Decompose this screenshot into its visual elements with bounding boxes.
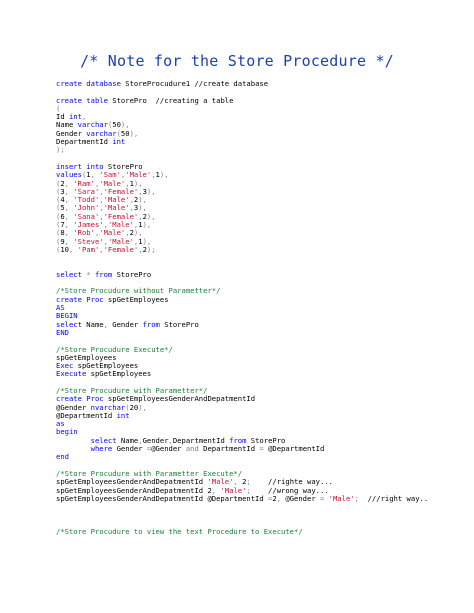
- blank-line: [56, 254, 464, 262]
- code-token: 'Male': [107, 236, 134, 246]
- code-token: ),: [142, 220, 152, 230]
- code-token: ,: [64, 203, 74, 213]
- code-token: 1: [129, 178, 134, 188]
- code-token: ,: [64, 220, 74, 230]
- code-token: /*Store Procudure Execute*/: [56, 344, 173, 354]
- code-token: 'Male': [103, 203, 130, 213]
- code-token: 1: [155, 170, 160, 180]
- code-token: (: [116, 128, 121, 138]
- code-token: ,: [211, 485, 217, 495]
- code-line: [56, 370, 464, 378]
- code-token: select: [90, 435, 117, 445]
- code-token: ,: [138, 211, 143, 221]
- code-token: (: [56, 195, 61, 205]
- code-line: [56, 420, 464, 428]
- code-token: Id: [56, 112, 69, 122]
- code-token: from: [94, 269, 113, 279]
- code-token: ,: [103, 319, 108, 329]
- code-token: spGetEmployees: [103, 294, 169, 304]
- code-token: 'Female': [103, 211, 139, 221]
- code-token: 'James': [73, 220, 104, 230]
- code-line: [56, 271, 464, 279]
- code-token: DepartmentId: [198, 444, 260, 454]
- code-token: /*Store Procudure without Parametter*/: [56, 286, 221, 296]
- code-token: ),: [142, 236, 152, 246]
- code-token: ),: [120, 120, 130, 130]
- code-token: ,: [99, 195, 104, 205]
- code-token: from: [142, 319, 160, 329]
- code-token: BEGIN: [56, 311, 78, 321]
- code-token: int: [68, 112, 82, 122]
- code-token: ;: [246, 485, 251, 495]
- blank-line: [56, 511, 464, 519]
- code-token: ,: [138, 435, 143, 445]
- code-token: (: [56, 244, 61, 254]
- code-token: ,: [99, 186, 104, 196]
- code-token: 'Female': [103, 244, 139, 254]
- code-token: 'Male': [107, 220, 134, 230]
- code-token: ,: [94, 178, 100, 188]
- code-line: [56, 304, 464, 312]
- code-token: StorePro: [112, 269, 152, 279]
- code-token: spGetEmployees: [86, 369, 152, 379]
- code-token: 10: [60, 244, 69, 254]
- code-token: 'Male': [328, 493, 355, 503]
- code-token: create table: [56, 95, 108, 105]
- code-token: 50: [112, 120, 121, 130]
- code-token: ),: [146, 186, 156, 196]
- code-token: ,: [64, 186, 74, 196]
- code-token: ),: [138, 402, 147, 412]
- code-line: [56, 453, 464, 461]
- code-token: ,: [138, 186, 143, 196]
- code-token: @DepartmentId: [263, 444, 325, 454]
- code-token: where: [90, 444, 113, 454]
- code-token: ,: [168, 435, 173, 445]
- code-token: (: [56, 211, 61, 221]
- code-token: ,: [138, 244, 143, 254]
- code-token: ,: [99, 211, 104, 221]
- code-token: StorePro: [246, 435, 286, 445]
- code-token: );: [146, 244, 156, 254]
- code-token: ;: [246, 477, 251, 487]
- code-token: );: [56, 145, 65, 155]
- code-token: ),: [138, 203, 147, 213]
- code-line: [56, 296, 464, 304]
- code-token: /*Store Procudure to view the text Procedure to Execute*/: [56, 527, 303, 537]
- code-token: Exec: [56, 361, 74, 371]
- code-token: from: [229, 435, 247, 445]
- code-token: spGetEmployeesGenderAndDepatmentId: [103, 394, 256, 404]
- code-token: 'Pam': [77, 244, 100, 254]
- code-token: (: [56, 178, 61, 188]
- code-token: 'Male': [99, 178, 126, 188]
- code-token: spGetEmployeesGenderAndDepatmentId: [56, 477, 208, 487]
- code-line: [56, 346, 464, 354]
- code-token: StorePro: [159, 319, 199, 329]
- code-token: ),: [138, 195, 147, 205]
- code-token: DepartmentId: [56, 137, 113, 147]
- code-token: 'Todd': [73, 195, 100, 205]
- code-token: 2: [60, 178, 65, 188]
- code-token: 2: [142, 211, 147, 221]
- code-token: (: [56, 186, 61, 196]
- code-token: ,: [125, 228, 130, 238]
- code-token: 'Male': [207, 477, 234, 487]
- code-line: [56, 146, 464, 154]
- code-token: 4: [60, 195, 65, 205]
- code-token: 1: [138, 220, 143, 230]
- code-token: select: [56, 319, 82, 329]
- code-token: end: [56, 452, 69, 462]
- code-token: ,: [129, 203, 134, 213]
- code-token: as: [56, 419, 65, 429]
- sql-code-block: [56, 80, 464, 536]
- code-token: ,: [64, 211, 74, 221]
- code-token: insert into: [56, 161, 104, 171]
- code-token: select: [56, 269, 82, 279]
- code-token: begin: [56, 427, 78, 437]
- code-token: 5: [60, 203, 65, 213]
- page-title: /* Note for the Store Procedure */: [80, 52, 394, 70]
- code-token: Name: [116, 435, 139, 445]
- code-token: 2: [237, 477, 247, 487]
- code-token: 3: [60, 186, 65, 196]
- code-token: 'John': [73, 203, 100, 213]
- code-token: 1: [138, 236, 143, 246]
- code-token: =: [259, 444, 264, 454]
- code-token: (: [107, 120, 113, 130]
- code-token: 2: [133, 195, 139, 205]
- code-token: ,: [94, 228, 100, 238]
- code-token: ,: [120, 170, 126, 180]
- code-token: 3: [133, 203, 139, 213]
- code-line: [56, 412, 464, 420]
- code-token: Name: [81, 319, 104, 329]
- code-token: //righte way...: [250, 477, 333, 487]
- code-token: Gender: [107, 319, 143, 329]
- code-token: ,: [90, 170, 100, 180]
- code-token: spGetEmployeesGenderAndDepatmentId 2: [56, 485, 212, 495]
- code-token: create Proc: [56, 294, 104, 304]
- code-token: 2: [142, 244, 147, 254]
- code-token: create database: [56, 79, 121, 88]
- code-token: END: [56, 327, 69, 337]
- code-token: ,: [125, 178, 130, 188]
- code-token: ,: [133, 220, 139, 230]
- code-token: ,: [151, 170, 156, 180]
- code-token: varchar: [86, 128, 117, 138]
- code-token: Gender: [142, 435, 169, 445]
- code-token: 1: [86, 170, 91, 180]
- code-token: and: [185, 444, 199, 454]
- code-token: ,: [129, 195, 134, 205]
- code-token: 8: [60, 228, 65, 238]
- code-token: ,: [64, 178, 74, 188]
- code-token: StoreProcudure1 //create database: [120, 79, 269, 88]
- code-line: [56, 321, 464, 329]
- code-token: *: [81, 269, 95, 279]
- code-token: =: [146, 444, 152, 454]
- code-line: [56, 528, 464, 536]
- code-token: create Proc: [56, 394, 104, 404]
- code-token: =: [268, 493, 273, 503]
- code-token: 'Sana': [73, 211, 100, 221]
- code-token: 3: [142, 186, 147, 196]
- code-token: 'Male': [220, 485, 247, 495]
- code-token: 'Sara': [73, 186, 100, 196]
- code-token: AS: [56, 303, 65, 313]
- code-token: ,: [64, 195, 74, 205]
- code-line: [56, 138, 464, 146]
- code-token: ,: [64, 228, 74, 238]
- code-token: int: [112, 137, 126, 147]
- code-token: 6: [60, 211, 65, 221]
- code-token: ,: [103, 236, 108, 246]
- code-token: nvarchar: [90, 402, 126, 412]
- code-line: [56, 246, 464, 254]
- code-token: 'Ram': [73, 178, 95, 188]
- code-token: @Gender: [151, 444, 186, 454]
- code-token: int: [116, 410, 130, 420]
- code-token: Execute: [56, 369, 87, 379]
- code-line: [56, 329, 464, 337]
- code-token: (: [81, 170, 87, 180]
- blank-line: [56, 503, 464, 511]
- code-token: (: [56, 236, 61, 246]
- code-token: ,: [64, 236, 74, 246]
- code-token: (: [56, 228, 61, 238]
- code-token: /*Store Procudure with Parametter Execute*/: [56, 468, 243, 478]
- code-token: spGetEmployees: [56, 352, 117, 362]
- code-token: @Gender: [281, 493, 320, 503]
- code-token: 9: [60, 236, 65, 246]
- code-token: @DepartmentId: [56, 410, 117, 420]
- code-token: ,: [103, 220, 108, 230]
- code-token: Gender: [56, 128, 87, 138]
- code-token: ,: [68, 244, 78, 254]
- code-token: values: [56, 170, 82, 180]
- code-token: (: [125, 402, 130, 412]
- code-token: 20: [129, 402, 139, 412]
- code-token: (: [56, 103, 61, 113]
- code-token: StorePro //creating a table: [107, 95, 234, 105]
- code-line: [56, 80, 464, 88]
- code-token: //wrong way...: [250, 485, 329, 495]
- code-token: 'Steve': [73, 236, 104, 246]
- code-line: [56, 97, 464, 105]
- code-token: spGetEmployees: [73, 361, 139, 371]
- code-token: 'Sam': [99, 170, 121, 180]
- code-token: ),: [133, 228, 143, 238]
- code-token: 'Male': [103, 195, 130, 205]
- code-token: ),: [159, 170, 169, 180]
- code-token: (: [56, 220, 61, 230]
- code-token: ,: [233, 477, 238, 487]
- code-token: Name: [56, 120, 78, 130]
- code-token: spGetEmployeesGenderAndDepatmentId @DepartmentId: [56, 493, 269, 503]
- code-token: ,: [276, 493, 282, 503]
- code-token: StorePro: [103, 161, 143, 171]
- code-token: 2: [272, 493, 277, 503]
- code-token: /*Store Procudure with Parametter*/: [56, 385, 208, 395]
- code-line: [56, 495, 464, 503]
- code-token: ,: [99, 203, 104, 213]
- code-token: 'Male': [99, 228, 126, 238]
- code-token: 7: [60, 220, 65, 230]
- code-token: ),: [133, 178, 143, 188]
- code-token: DepartmentId: [172, 435, 230, 445]
- code-token: ;: [354, 493, 359, 503]
- code-token: 50: [120, 128, 130, 138]
- code-token: ,: [99, 244, 104, 254]
- code-token: ),: [129, 128, 139, 138]
- code-token: ,: [81, 112, 87, 122]
- code-token: 'Male': [125, 170, 152, 180]
- code-token: @Gender: [56, 402, 91, 412]
- code-token: ,: [133, 236, 139, 246]
- code-token: Gender: [112, 444, 147, 454]
- code-token: 'Rob': [73, 228, 95, 238]
- code-token: =: [319, 493, 325, 503]
- code-token: ///right way..: [358, 493, 429, 503]
- code-token: ),: [146, 211, 156, 221]
- code-token: 'Female': [103, 186, 139, 196]
- code-line: [56, 105, 464, 113]
- code-token: varchar: [77, 120, 108, 130]
- code-token: 2: [129, 228, 134, 238]
- code-line: [56, 445, 464, 453]
- code-token: (: [56, 203, 61, 213]
